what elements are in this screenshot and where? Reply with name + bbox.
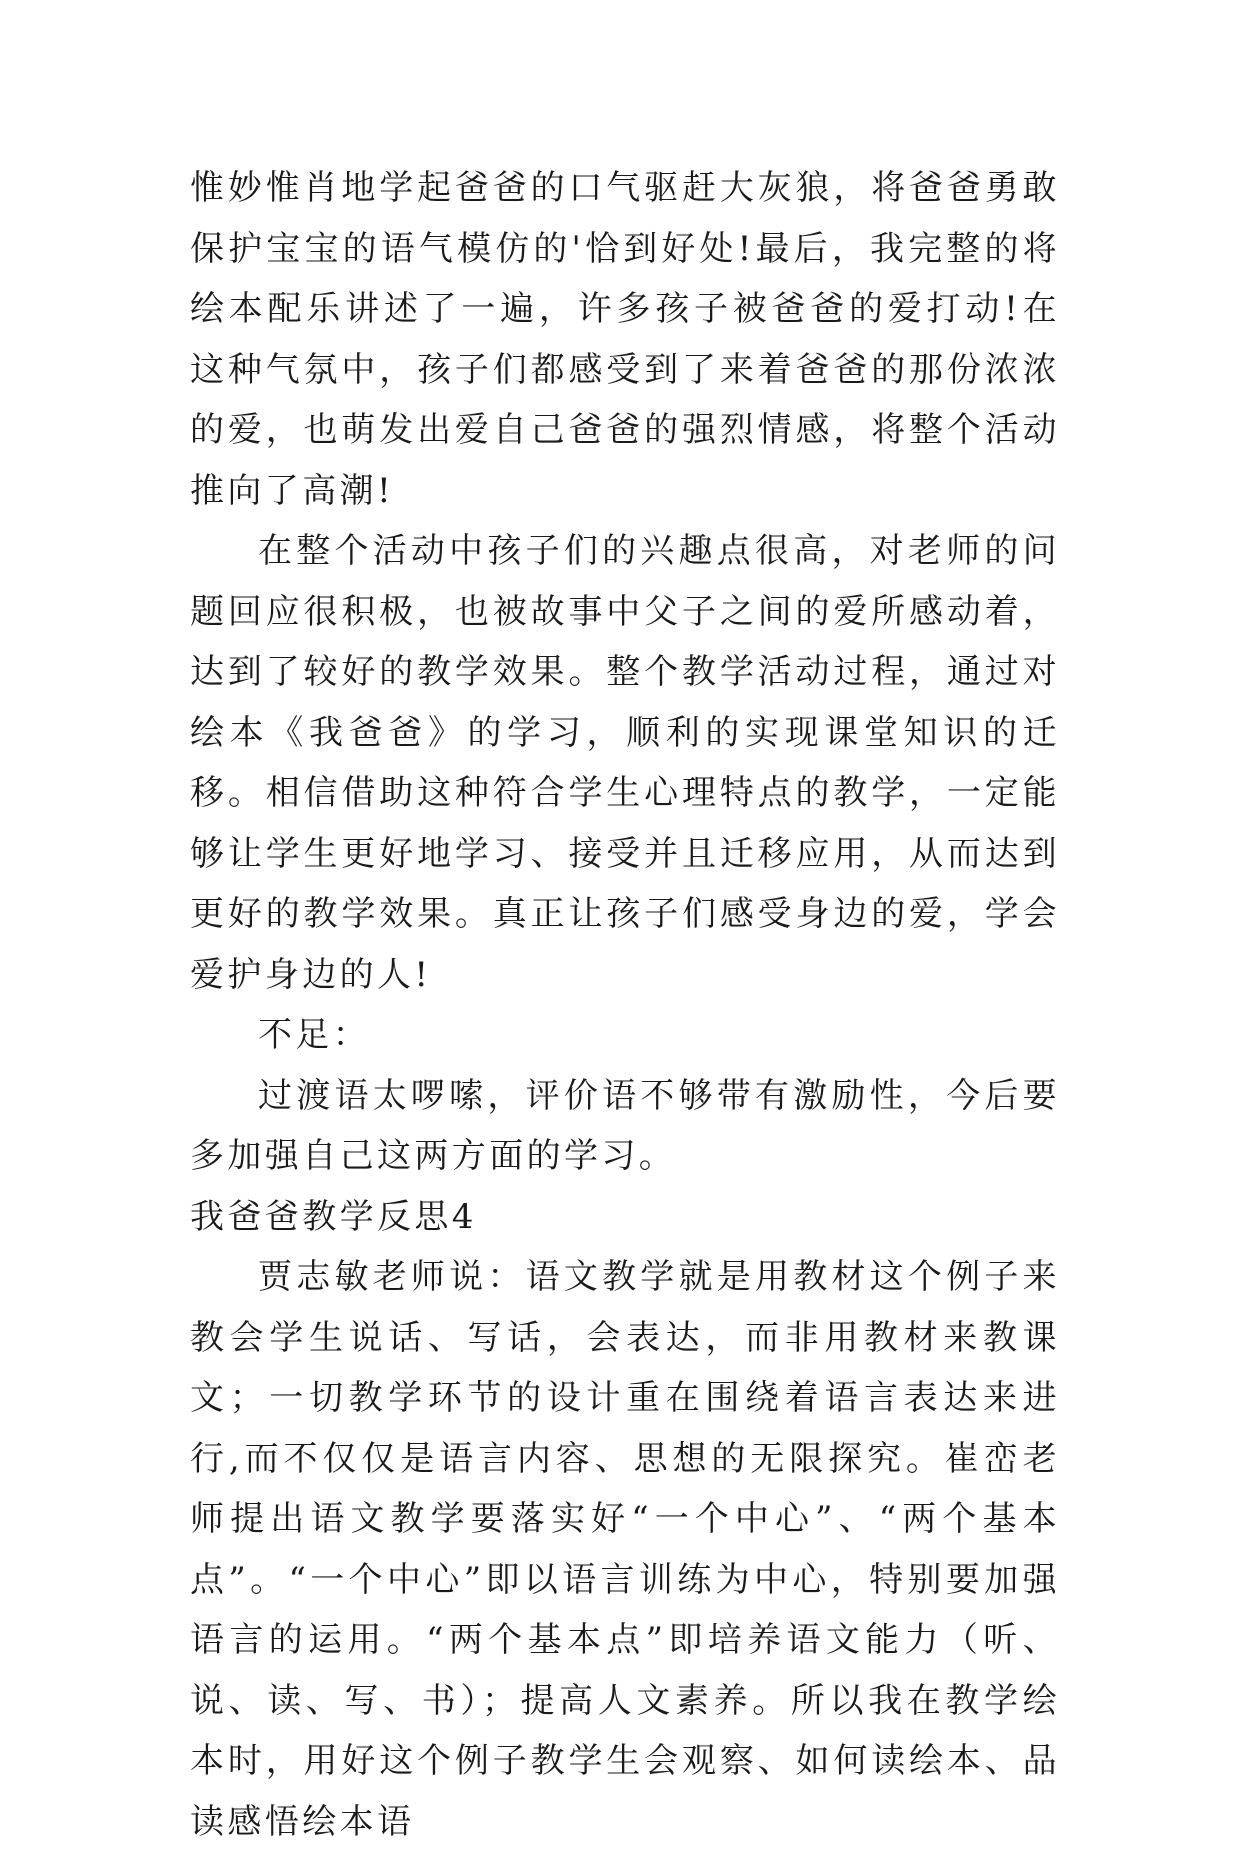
paragraph-reflection: 贾志敏老师说：语文教学就是用教材这个例子来教会学生说话、写话，会表达，而非用教材来教课文；一切教学环节的设计重在围绕着语言表达来进行,而不仅仅是语言内容、思想的无限探究。崔峦老师提出语文教学要落实好“一个中心”、“两个基本点”。“一个中心”即以语言训练为中心，特别要加强语言的运用。“两个基本点”即培养语文能力（听、说、读、写、书）；提高人文素养。所以我在教学绘本时，用好这个例子教学生会观察、如何读绘本、品读感悟绘本语	[190, 1257, 1060, 1842]
section-heading: 我爸爸教学反思4	[190, 1196, 477, 1237]
paragraph-shortcomings-label: 不足：	[258, 1015, 371, 1055]
document-body	[190, 158, 1060, 1852]
paragraph-summary: 在整个活动中孩子们的兴趣点很高，对老师的问题回应很积极，也被故事中父子之间的爱所感动着，达到了较好的教学效果。整个教学活动过程，通过对绘本《我爸爸》的学习，顺利的实现课堂知识的迁移。相信借助这种符合学生心理特点的教学，一定能够让学生更好地学习、接受并且迁移应用，从而达到更好的教学效果。真正让孩子们感受身边的爱，学会爱护身边的人!	[190, 531, 1060, 995]
paragraph-shortcomings: 过渡语太啰嗦，评价语不够带有激励性，今后要多加强自己这两方面的学习。	[190, 1075, 1060, 1176]
paragraph-continuation: 惟妙惟肖地学起爸爸的口气驱赶大灰狼，将爸爸勇敢保护宝宝的语气模仿的'恰到好处!最后，我完整的将绘本配乐讲述了一遍，许多孩子被爸爸的爱打动!在这种气氛中，孩子们都感受到了来着爸爸的那份浓浓的爱，也萌发出爱自己爸爸的强烈情感，将整个活动推向了高潮!	[190, 168, 1060, 511]
